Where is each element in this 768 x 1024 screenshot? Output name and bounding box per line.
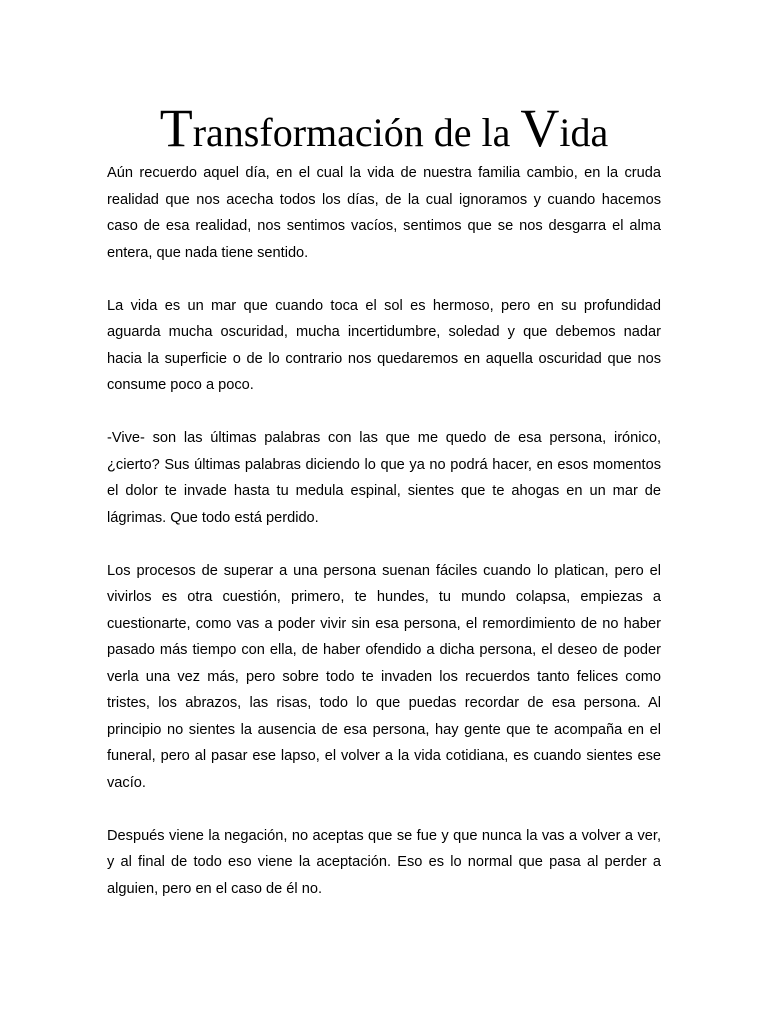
paragraph: Aún recuerdo aquel día, en el cual la vida de nuestra familia cambio, en la cruda realidad que nos acecha todos los días, de la cual ignoramos y cuando hacemos caso de esa realidad, nos sentimos vacíos, sentimos que se nos desgarra el alma entera, que nada tiene sentido. <box>107 165 661 261</box>
title-last-initial: V <box>520 98 560 158</box>
title-initial: T <box>159 98 193 158</box>
body-text <box>107 160 661 902</box>
title-text: ransformación de la <box>192 110 521 155</box>
paragraph: Los procesos de superar a una persona suenan fáciles cuando lo platican, pero el vivirlos es otra cuestión, primero, te hundes, tu mundo colapsa, empiezas a cuestionarte, como vas a poder vivir sin esa persona, el remordimiento de no haber pasado más tiempo con ella, de haber ofendido a dicha persona, el deseo de poder verla una vez más, pero sobre todo te invaden los recuerdos tanto felices como tristes, los abrazos, las risas, todo lo que puedas recordar de esa persona. Al principio no sientes la ausencia de esa persona, hay gente que te acompaña en el funeral, pero al pasar ese lapso, el volver a la vida cotidiana, es cuando sientes ese vacío. <box>107 562 661 791</box>
paragraph: -Vive- son las últimas palabras con las que me quedo de esa persona, irónico, ¿cierto? Sus últimas palabras diciendo lo que ya no podrá hacer, en esos momentos el dolor te invade hasta tu medula espinal, sientes que te ahogas en un mar de lágrimas. Que todo está perdido. <box>107 430 661 526</box>
title-last-text: ida <box>559 110 609 155</box>
paragraph: Después viene la negación, no aceptas que se fue y que nunca la vas a volver a ver, y al final de todo eso viene la aceptación. Eso es lo normal que pasa al perder a alguien, pero en el caso de él no. <box>107 827 661 897</box>
page-title <box>0 98 768 163</box>
paragraph: La vida es un mar que cuando toca el sol es hermoso, pero en su profundidad aguarda mucha oscuridad, mucha incertidumbre, soledad y que debemos nadar hacia la superficie o de lo contrario nos quedaremos en aquella oscuridad que nos consume poco a poco. <box>107 297 661 393</box>
